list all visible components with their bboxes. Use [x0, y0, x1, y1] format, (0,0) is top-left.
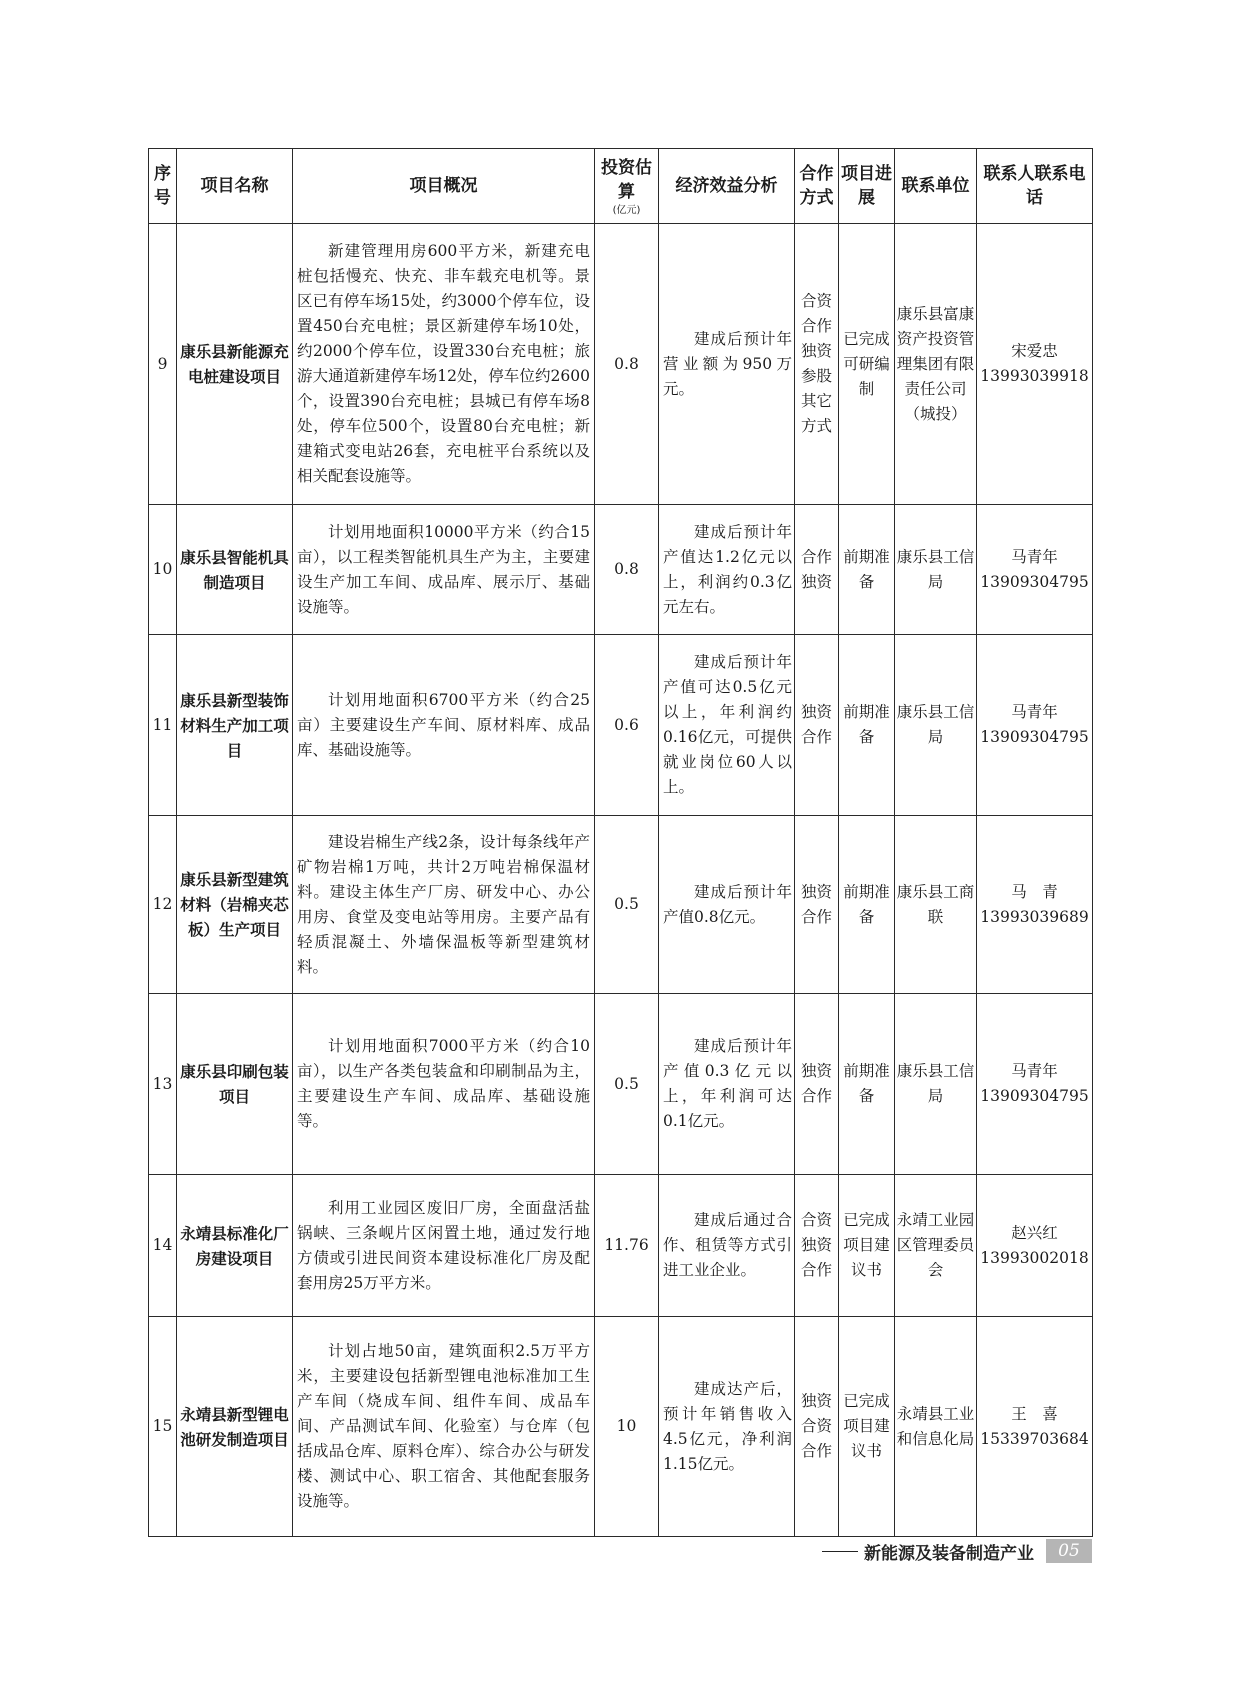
row-benefit — [659, 1317, 795, 1537]
row-benefit — [659, 224, 795, 505]
row-cooperation: 合资合作独资参股其它方式 — [795, 224, 839, 505]
header-cooperation: 合作方式 — [795, 149, 839, 224]
row-benefit-text: 建成后预计年产值可达0.5亿元以上，年利润约0.16亿元，可提供就业岗位60人以上。 — [663, 653, 792, 796]
row-benefit-text: 建成后通过合作、租赁等方式引进工业企业。 — [663, 1211, 792, 1279]
row-progress: 已完成项目建议书 — [839, 1175, 895, 1317]
row-phone: 13993002018 — [980, 1248, 1089, 1267]
table-header — [149, 149, 1093, 224]
row-phone: 15339703684 — [980, 1429, 1089, 1448]
row-contact — [977, 1175, 1093, 1317]
row-benefit — [659, 994, 795, 1175]
row-contact — [977, 816, 1093, 994]
table-row — [149, 1175, 1093, 1317]
row-investment: 0.8 — [595, 505, 659, 635]
table-row — [149, 816, 1093, 994]
row-benefit-text: 建成达产后，预计年销售收入4.5亿元，净利润1.15亿元。 — [663, 1379, 792, 1473]
row-unit: 康乐县工商联 — [895, 816, 977, 994]
header-investment — [595, 149, 659, 224]
row-name: 康乐县新能源充电桩建设项目 — [177, 224, 293, 505]
row-overview — [293, 1175, 595, 1317]
header-contact: 联系人联系电话 — [977, 149, 1093, 224]
row-investment: 11.76 — [595, 1175, 659, 1317]
row-person: 马青年 — [1011, 703, 1058, 721]
row-no: 14 — [149, 1175, 177, 1317]
footer-section-title: 新能源及装备制造产业 — [864, 1543, 1034, 1564]
table-row — [149, 505, 1093, 635]
row-progress: 前期准备 — [839, 816, 895, 994]
header-name: 项目名称 — [177, 149, 293, 224]
project-table-container — [148, 148, 1092, 1537]
row-phone: 13909304795 — [980, 728, 1089, 746]
row-overview-text: 计划用地面积6700平方米（约合25亩）主要建设生产车间、原材料库、成品库、基础设施等。 — [297, 690, 590, 759]
row-progress: 前期准备 — [839, 994, 895, 1175]
header-investment-label: 投资估算 — [601, 157, 652, 202]
row-name: 永靖县新型锂电池研发制造项目 — [177, 1317, 293, 1537]
row-unit: 康乐县工信局 — [895, 505, 977, 635]
row-person: 王 喜 — [1011, 1404, 1058, 1423]
row-benefit — [659, 1175, 795, 1317]
row-name: 康乐县印刷包装项目 — [177, 994, 293, 1175]
row-investment: 10 — [595, 1317, 659, 1537]
row-no: 15 — [149, 1317, 177, 1537]
row-person: 赵兴红 — [1011, 1223, 1058, 1242]
row-benefit-text: 建成后预计年营业额为950万元。 — [663, 329, 792, 398]
row-overview — [293, 505, 595, 635]
row-unit: 永靖工业园区管理委员会 — [895, 1175, 977, 1317]
row-no: 9 — [149, 224, 177, 505]
row-progress: 前期准备 — [839, 635, 895, 816]
header-benefit: 经济效益分析 — [659, 149, 795, 224]
header-investment-unit: (亿元) — [612, 204, 641, 216]
header-overview: 项目概况 — [293, 149, 595, 224]
header-unit: 联系单位 — [895, 149, 977, 224]
row-name: 康乐县新型装饰材料生产加工项目 — [177, 635, 293, 816]
row-overview-text: 新建管理用房600平方米，新建充电桩包括慢充、快充、非车载充电机等。景区已有停车场15处，约3000个停车位，设置450台充电桩；景区新建停车场10处，约2000个停车位，设置330台充电桩；旅游大通道新建停车场12处，停车位约2600个，设置390台充电桩；县城已有停车场8处，停车位500个，设置80台充电桩；新建箱式变电站26套，充电桩平台系统以及相关配套设施等。 — [297, 242, 590, 485]
row-phone: 13909304795 — [980, 1087, 1089, 1105]
row-overview — [293, 635, 595, 816]
row-benefit-text: 建成后预计年产值0.8亿元。 — [663, 882, 792, 926]
row-overview-text: 计划用地面积7000平方米（约合10亩），以生产各类包装盒和印刷制品为主，主要建设生产车间、成品库、基础设施等。 — [297, 1037, 590, 1130]
page-footer — [822, 1538, 1092, 1564]
page-number: 05 — [1046, 1539, 1092, 1563]
row-overview — [293, 224, 595, 505]
project-table — [148, 148, 1093, 1537]
row-benefit-text: 建成后预计年产值达1.2亿元以上，利润约0.3亿元左右。 — [663, 522, 792, 616]
row-contact — [977, 1317, 1093, 1537]
row-cooperation: 独资合作 — [795, 816, 839, 994]
row-phone: 13993039689 — [980, 907, 1089, 926]
row-benefit — [659, 816, 795, 994]
row-overview-text: 计划用地面积10000平方米（约合15亩），以工程类智能机具生产为主，主要建设生产加工车间、成品库、展示厅、基础设施等。 — [297, 522, 590, 616]
row-benefit — [659, 505, 795, 635]
row-unit: 永靖县工业和信息化局 — [895, 1317, 977, 1537]
row-contact — [977, 635, 1093, 816]
row-investment: 0.8 — [595, 224, 659, 505]
row-name: 康乐县新型建筑材料（岩棉夹芯板）生产项目 — [177, 816, 293, 994]
row-no: 13 — [149, 994, 177, 1175]
row-overview — [293, 994, 595, 1175]
row-cooperation: 独资合作 — [795, 635, 839, 816]
row-overview — [293, 816, 595, 994]
row-person: 宋爱忠 — [1011, 342, 1058, 360]
row-investment: 0.6 — [595, 635, 659, 816]
row-overview-text: 计划占地50亩，建筑面积2.5万平方米，主要建设包括新型锂电池标准加工生产车间（烧成车间、组件车间、成品车间、产品测试车间、化验室）与仓库（包括成品仓库、原料仓库）、综合办公与研发楼、测试中心、职工宿舍、其他配套服务设施等。 — [297, 1342, 590, 1510]
row-name: 康乐县智能机具制造项目 — [177, 505, 293, 635]
row-phone: 13993039918 — [980, 367, 1089, 385]
table-row — [149, 635, 1093, 816]
row-progress: 已完成可研编制 — [839, 224, 895, 505]
row-person: 马青年 — [1011, 547, 1058, 566]
row-phone: 13909304795 — [980, 572, 1089, 591]
row-unit: 康乐县富康资产投资管理集团有限责任公司（城投） — [895, 224, 977, 505]
row-contact — [977, 994, 1093, 1175]
footer-dash — [822, 1551, 858, 1552]
row-investment: 0.5 — [595, 994, 659, 1175]
header-progress: 项目进展 — [839, 149, 895, 224]
row-cooperation: 合作独资 — [795, 505, 839, 635]
row-cooperation: 合资独资合作 — [795, 1175, 839, 1317]
row-no: 11 — [149, 635, 177, 816]
row-unit: 康乐县工信局 — [895, 994, 977, 1175]
row-no: 10 — [149, 505, 177, 635]
table-row — [149, 1317, 1093, 1537]
row-investment: 0.5 — [595, 816, 659, 994]
row-benefit — [659, 635, 795, 816]
row-name: 永靖县标准化厂房建设项目 — [177, 1175, 293, 1317]
row-overview — [293, 1317, 595, 1537]
row-person: 马青年 — [1011, 1062, 1058, 1080]
row-unit: 康乐县工信局 — [895, 635, 977, 816]
header-no: 序号 — [149, 149, 177, 224]
row-progress: 前期准备 — [839, 505, 895, 635]
table-row — [149, 994, 1093, 1175]
row-progress: 已完成项目建议书 — [839, 1317, 895, 1537]
table-row — [149, 224, 1093, 505]
row-cooperation: 独资合作 — [795, 994, 839, 1175]
row-benefit-text: 建成后预计年产值0.3亿元以上，年利润可达0.1亿元。 — [663, 1037, 792, 1130]
row-contact — [977, 224, 1093, 505]
row-cooperation: 独资合资合作 — [795, 1317, 839, 1537]
row-overview-text: 利用工业园区废旧厂房，全面盘活盐锅峡、三条岘片区闲置土地，通过发行地方债或引进民间资本建设标准化厂房及配套用房25万平方米。 — [297, 1198, 590, 1292]
row-overview-text: 建设岩棉生产线2条，设计每条线年产矿物岩棉1万吨，共计2万吨岩棉保温材料。建设主体生产厂房、研发中心、办公用房、食堂及变电站等用房。主要产品有轻质混凝土、外墙保温板等新型建筑材料。 — [297, 832, 590, 976]
row-contact — [977, 505, 1093, 635]
row-no: 12 — [149, 816, 177, 994]
row-person: 马 青 — [1011, 882, 1058, 901]
